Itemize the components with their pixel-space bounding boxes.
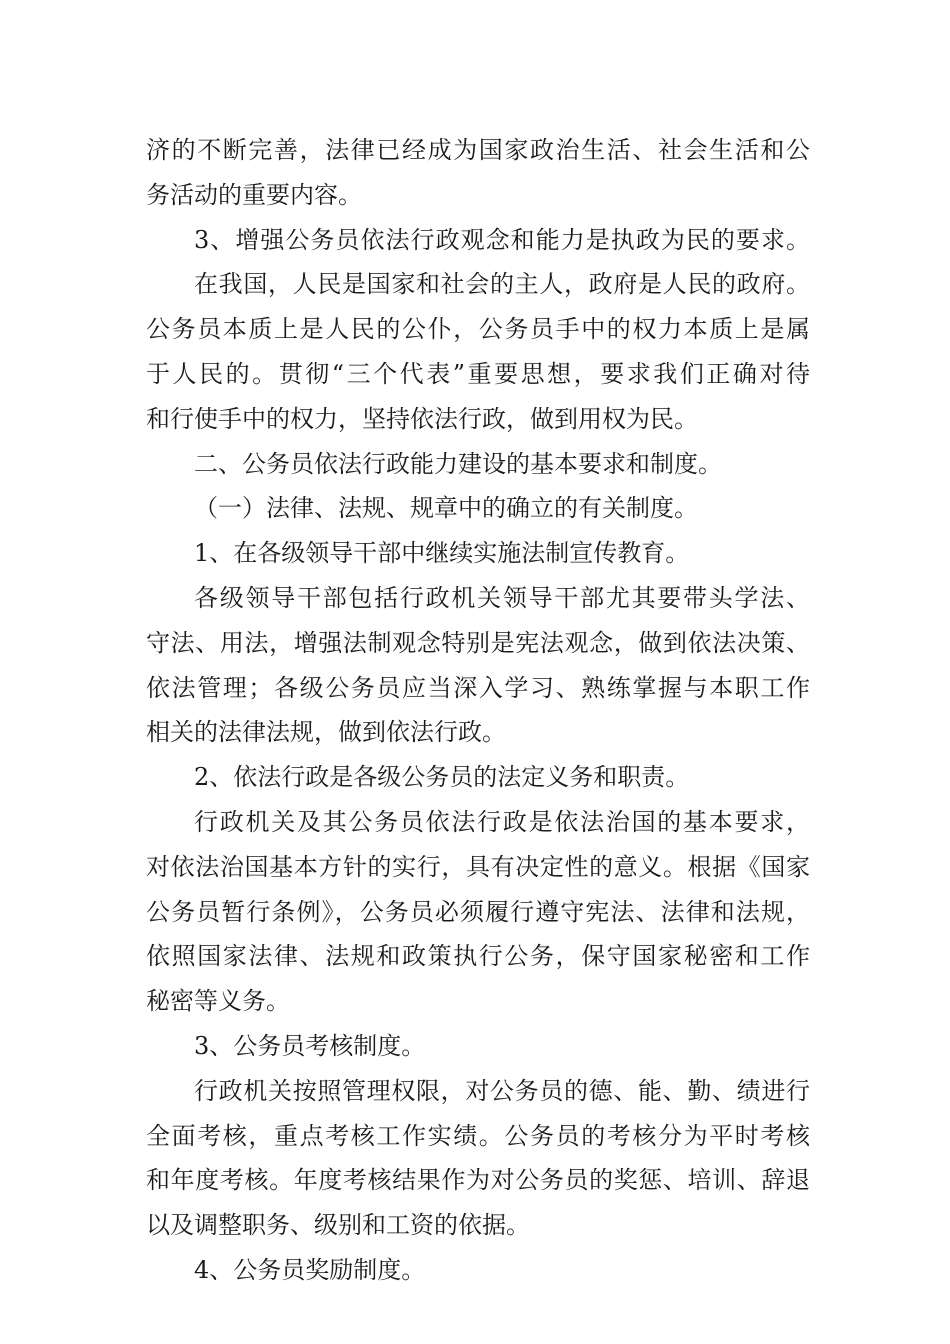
section-heading: 二、公务员依法行政能力建设的基本要求和制度。 <box>194 449 722 478</box>
text-line: 各级领导干部包括行政机关领导干部尤其要带头学法、 <box>194 583 810 612</box>
text-line: 于人民的。贯彻“三个代表”重要思想，要求我们正确对待 <box>146 359 810 388</box>
text-line: 行政机关及其公务员依法行政是依法治国的基本要求， <box>194 807 810 836</box>
text-line: 守法、用法，增强法制观念特别是宪法观念，做到依法决策、 <box>146 628 810 657</box>
text-line: 相关的法律法规，做到依法行政。 <box>146 718 506 747</box>
section-heading: 2、依法行政是各级公务员的法定义务和职责。 <box>194 763 690 792</box>
section-heading: 4、公务员奖励制度。 <box>194 1255 426 1284</box>
text-line: 依法管理；各级公务员应当深入学习、熟练掌握与本职工作 <box>146 673 810 702</box>
text-line: 秘密等义务。 <box>146 987 290 1016</box>
text-line: 全面考核，重点考核工作实绩。公务员的考核分为平时考核 <box>146 1121 810 1150</box>
text-line: 济的不断完善，法律已经成为国家政治生活、社会生活和公 <box>146 136 810 164</box>
text-line: 依照国家法律、法规和政策执行公务，保守国家秘密和工作 <box>146 942 810 971</box>
text-line: 以及调整职务、级别和工资的依据。 <box>146 1211 530 1240</box>
text-line: 在我国，人民是国家和社会的主人，政府是人民的政府。 <box>194 270 810 299</box>
text-line: 和年度考核。年度考核结果作为对公务员的奖惩、培训、辞退 <box>146 1166 810 1195</box>
text-line: 公务员暂行条例》，公务员必须履行遵守宪法、法律和法规， <box>146 897 810 926</box>
text-line: 和行使手中的权力，坚持依法行政，做到用权为民。 <box>146 404 698 433</box>
section-heading: 1、在各级领导干部中继续实施法制宣传教育。 <box>194 539 690 568</box>
section-heading: 3、公务员考核制度。 <box>194 1031 426 1060</box>
text-line: 对依法治国基本方针的实行，具有决定性的意义。根据《国家 <box>146 852 810 881</box>
document-body <box>146 128 810 1293</box>
text-line: 行政机关按照管理权限，对公务员的德、能、勤、绩进行 <box>194 1076 810 1105</box>
section-heading: （一）法律、法规、规章中的确立的有关制度。 <box>194 494 698 523</box>
text-line: 务活动的重要内容。 <box>146 180 362 209</box>
section-heading: 3、增强公务员依法行政观念和能力是执政为民的要求。 <box>194 225 810 254</box>
text-line: 公务员本质上是人民的公仆，公务员手中的权力本质上是属 <box>146 315 810 344</box>
